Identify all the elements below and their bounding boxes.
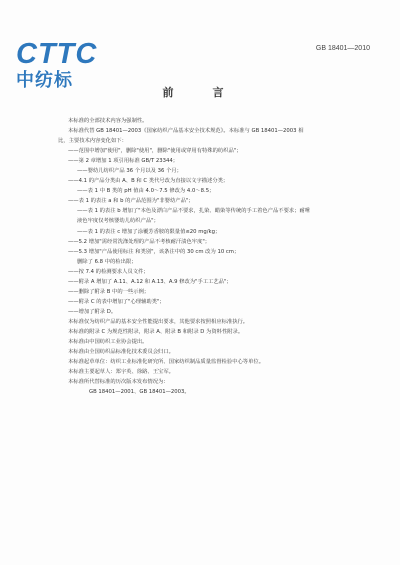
text-line: ——删除了附录 B 中的一些示例； — [68, 288, 150, 295]
text-line: ——按 7.4 的检测要求人员文件； — [68, 268, 149, 275]
text-line: ——范围中增加"使用"，删除"使用"，删除"使用或穿用有特殊的纺织品"； — [68, 148, 242, 155]
text-line: 本标准的附录 C 为规范性附录，附录 A、附录 B 和附录 D 为资料性附录。 — [68, 328, 244, 335]
logo-english: CTTC — [16, 38, 98, 70]
text-line: ——附录 A 增加了 A.11、A.12 和 A.13、A.9 修改为"手工工艺品"； — [68, 278, 232, 285]
text-line: 液色牢度仅考核婴幼儿纺织产品"； — [77, 218, 159, 225]
text-line: 本标准代替 GB 18401—2003《国家纺织产品基本安全技术规范》。本标准与 GB 18401—2003 相 — [68, 128, 304, 135]
text-line: ——表 1 的表注 c 增加了涂覆芳香胺的限量值≤20 mg/kg； — [77, 228, 221, 235]
text-line: ——附录 C 的表中增加了"心理辅助类"； — [68, 298, 165, 305]
text-line: 删除了 6.8 中的检出限； — [77, 258, 137, 265]
logo-chinese: 中纺标 — [16, 70, 73, 91]
text-line: ——增加了附录 D。 — [68, 308, 117, 315]
text-line: ——婴幼儿纺织产品 36 个月以及 36 个月； — [77, 168, 182, 175]
text-line: 本标准由中国纺织工业协会提出。 — [68, 339, 148, 346]
text-line: 本标准所代替标准的历次版本发布情况为： — [68, 379, 169, 386]
standard-number: GB 18401—2010 — [315, 45, 370, 52]
text-line: GB 18401—2001、GB 18401—2003。 — [89, 389, 190, 396]
text-line: ——表 1 的表注 b 增加了"本色及漂白产品不要求，扎染、蜡染等传统的手工着色产品不要求；耐唾 — [77, 208, 311, 215]
text-line: ——表 1 的表注 a 和 b 的产品范围为"非婴幼产品"； — [68, 198, 194, 205]
text-line: 本标准由全国纺织品标准化技术委员会归口。 — [68, 349, 174, 356]
text-line: ——第 2 章增加 1 项引用标准 GB/T 23344； — [68, 158, 179, 165]
text-line: ——4.1 的产品分类由 A、B 和 C 类代号改为直接以文字描述分类； — [68, 178, 229, 185]
text-line: 本标准起草单位：纺织工业标准化研究所、国家纺织制品质量监督检验中心等单位。 — [68, 359, 264, 366]
text-line: ——表 1 中 B 类的 pH 值由 4.0～7.5 修改为 4.0～8.5； — [77, 188, 215, 195]
text-line: 本标准的全部技术内容为强制性。 — [68, 118, 148, 124]
text-line: 本标准仅为纺织产品的基本安全性能提出要求，其他要求按照相应标准执行。 — [68, 318, 249, 325]
document-body — [58, 116, 373, 397]
text-line: 本标准主要起草人：郑宇英、徐路、王宝军。 — [68, 369, 174, 376]
page-title: 前 言 — [162, 86, 238, 99]
text-line: 比，主要技术内容变化如下： — [58, 138, 127, 145]
text-line: ——5.2 增加"需经常洗涤处理的产品不考核耐汗渍色牢度"； — [68, 238, 211, 245]
text-line: ——5.3 增加"产品使用标注 和类别"，该条注中的 30 cm 改为 10 cm； — [68, 248, 240, 255]
